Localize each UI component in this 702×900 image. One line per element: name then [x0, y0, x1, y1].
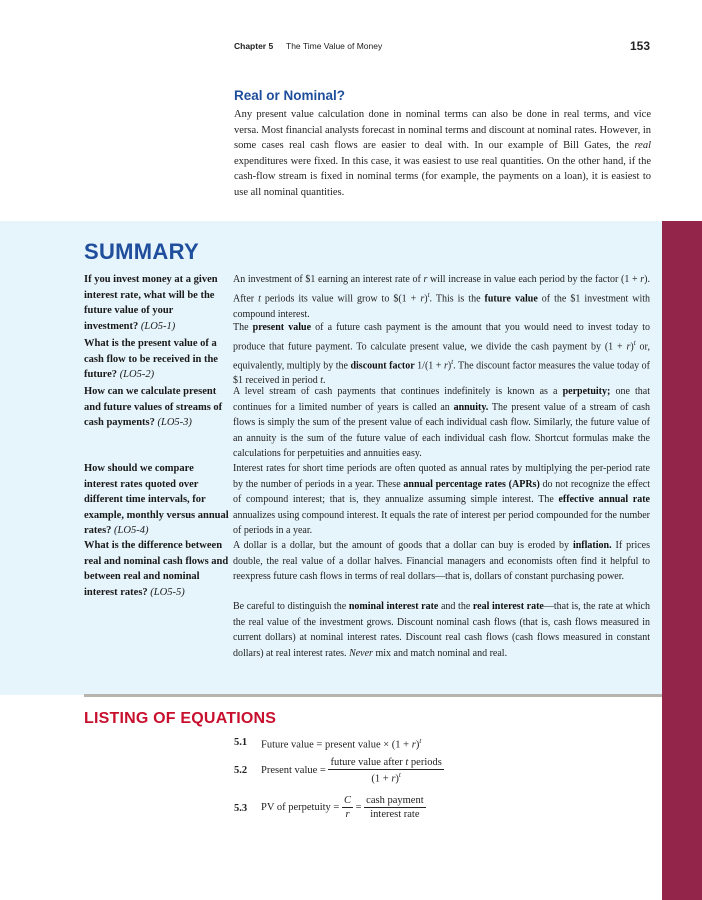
summary-answer-future-value: An investment of $1 earning an interest rate of r will increase in value each period by the factor (1 + r). After t periods its value will grow to $(1 + r)$^t$. This is the future value of the $1 investment with compound interest. [233, 274, 651, 320]
chapter-label: Chapter 5 [234, 41, 274, 51]
equation-number: 5.1 [234, 737, 248, 748]
real-or-nominal-paragraph: Any present value calculation done in nominal terms can also be done in real terms, and vice versa. Most financial analysts forecast in nominal terms and discount at nominal rates. However, in some cases real cash flows are easier to deal with. In our example of Bill Gates, the real expenditures were fixed. In this case, it was easiest to use real quantities. On the other hand, if the cash-flow stream is fixed in nominal terms (for example, the payments on a loan), it is easiest to use all nominal quantities. [234, 109, 651, 198]
equation-body: PV of perpetuity = $\frac{C}{r}$ = $\frac{\text{cash payment}}{\text{interest rate}}$ [261, 795, 424, 820]
section-divider [84, 694, 662, 697]
chapter-title: The Time Value of Money [286, 41, 383, 51]
equation-number: 5.3 [234, 803, 248, 814]
equation-body: Future value = present value × $(1 + r)^t$ [261, 737, 422, 751]
page-header [234, 41, 650, 55]
summary-answer-present-value: The present value of a future cash payment is the amount that you would need to invest today to produce that future payment. To calculate present value, we divide the cash payment by $(1 + r)^t$ or, equivalently, multiply by the discount factor $1/(1 + r)^t$. The discount factor measures the value today of $1 received in period t. [233, 322, 651, 387]
summary-answer-perpetuity-annuity: A level stream of cash payments that continues indefinitely is known as a perpetuity; one that continues for a limited number of years is called an annuity. The present value of a stream of cash flows is simply the sum of the present value of each individual cash flow. Similarly, the future value of an annuity is the sum of the future value of each individual cash flow. Shortcut formulas make the calculations for perpetuities and annuities easy. [233, 386, 651, 460]
listing-of-equations-heading: LISTING OF EQUATIONS [84, 710, 277, 727]
summary-answer-inflation: A dollar is a dollar, but the amount of goods that a dollar can buy is eroded by inflation. If prices double, the real value of a dollar halves. Financial managers and economists often find it helpful to reexpress future cash flows in terms of real dollars—that is, dollars of constant purchasing power. [233, 540, 650, 583]
summary-heading: SUMMARY [84, 239, 199, 264]
real-or-nominal-heading: Real or Nominal? [234, 88, 346, 103]
page-edge-tab [662, 221, 702, 900]
summary-question-4: How should we compare interest rates quoted over different time intervals, for example, monthly versus annual rates? (LO5-4) [84, 463, 229, 537]
summary-answer-apr: Interest rates for short time periods are often quoted as annual rates by multiplying the per-period rate by the number of periods in a year. These annual percentage rates (APRs) do not recognize the effect of compound interest; that is, they annualize assuming simple interest. The effective annual rate annualizes using compound interest. It equals the rate of interest per period compounded for the number of periods in a year. [233, 463, 650, 537]
summary-question-3: How can we calculate present and future values of streams of cash payments? (LO5-3) [84, 386, 223, 429]
fraction-c-over-r: $\frac{C}{r}$ [343, 795, 351, 820]
summary-question-5: What is the difference between real and nominal cash flows and between real and nominal interest rates? (LO5-5) [84, 540, 229, 598]
fraction: $\frac{\text{future value after t periods}}{(1 + r)^t}$ [330, 757, 442, 785]
page-number: 153 [629, 39, 650, 53]
summary-answer-real-nominal-rates: Be careful to distinguish the nominal interest rate and the real interest rate—that is, the rate at which the real value of the investment grows. Discount nominal cash flows (that is, cash flows measured in current dollars) at nominal interest rates. Discount real cash flows (cash flows measured in constant dollars) at real interest rates. Never mix and match nominal and real. [233, 601, 650, 659]
equation-number: 5.2 [234, 765, 248, 776]
fraction-cash-payment-over-interest-rate: $\frac{\text{cash payment}}{\text{interest rate}}$ [366, 795, 424, 820]
summary-question-2: What is the present value of a cash flow to be received in the future? (LO5-2) [84, 338, 218, 381]
summary-question-1: If you invest money at a given interest rate, what will be the future value of your investment? (LO5-1) [84, 274, 218, 332]
equation-body: Present value = $\frac{\text{future value after t periods}}{(1 + r)^t}$ [261, 757, 442, 785]
